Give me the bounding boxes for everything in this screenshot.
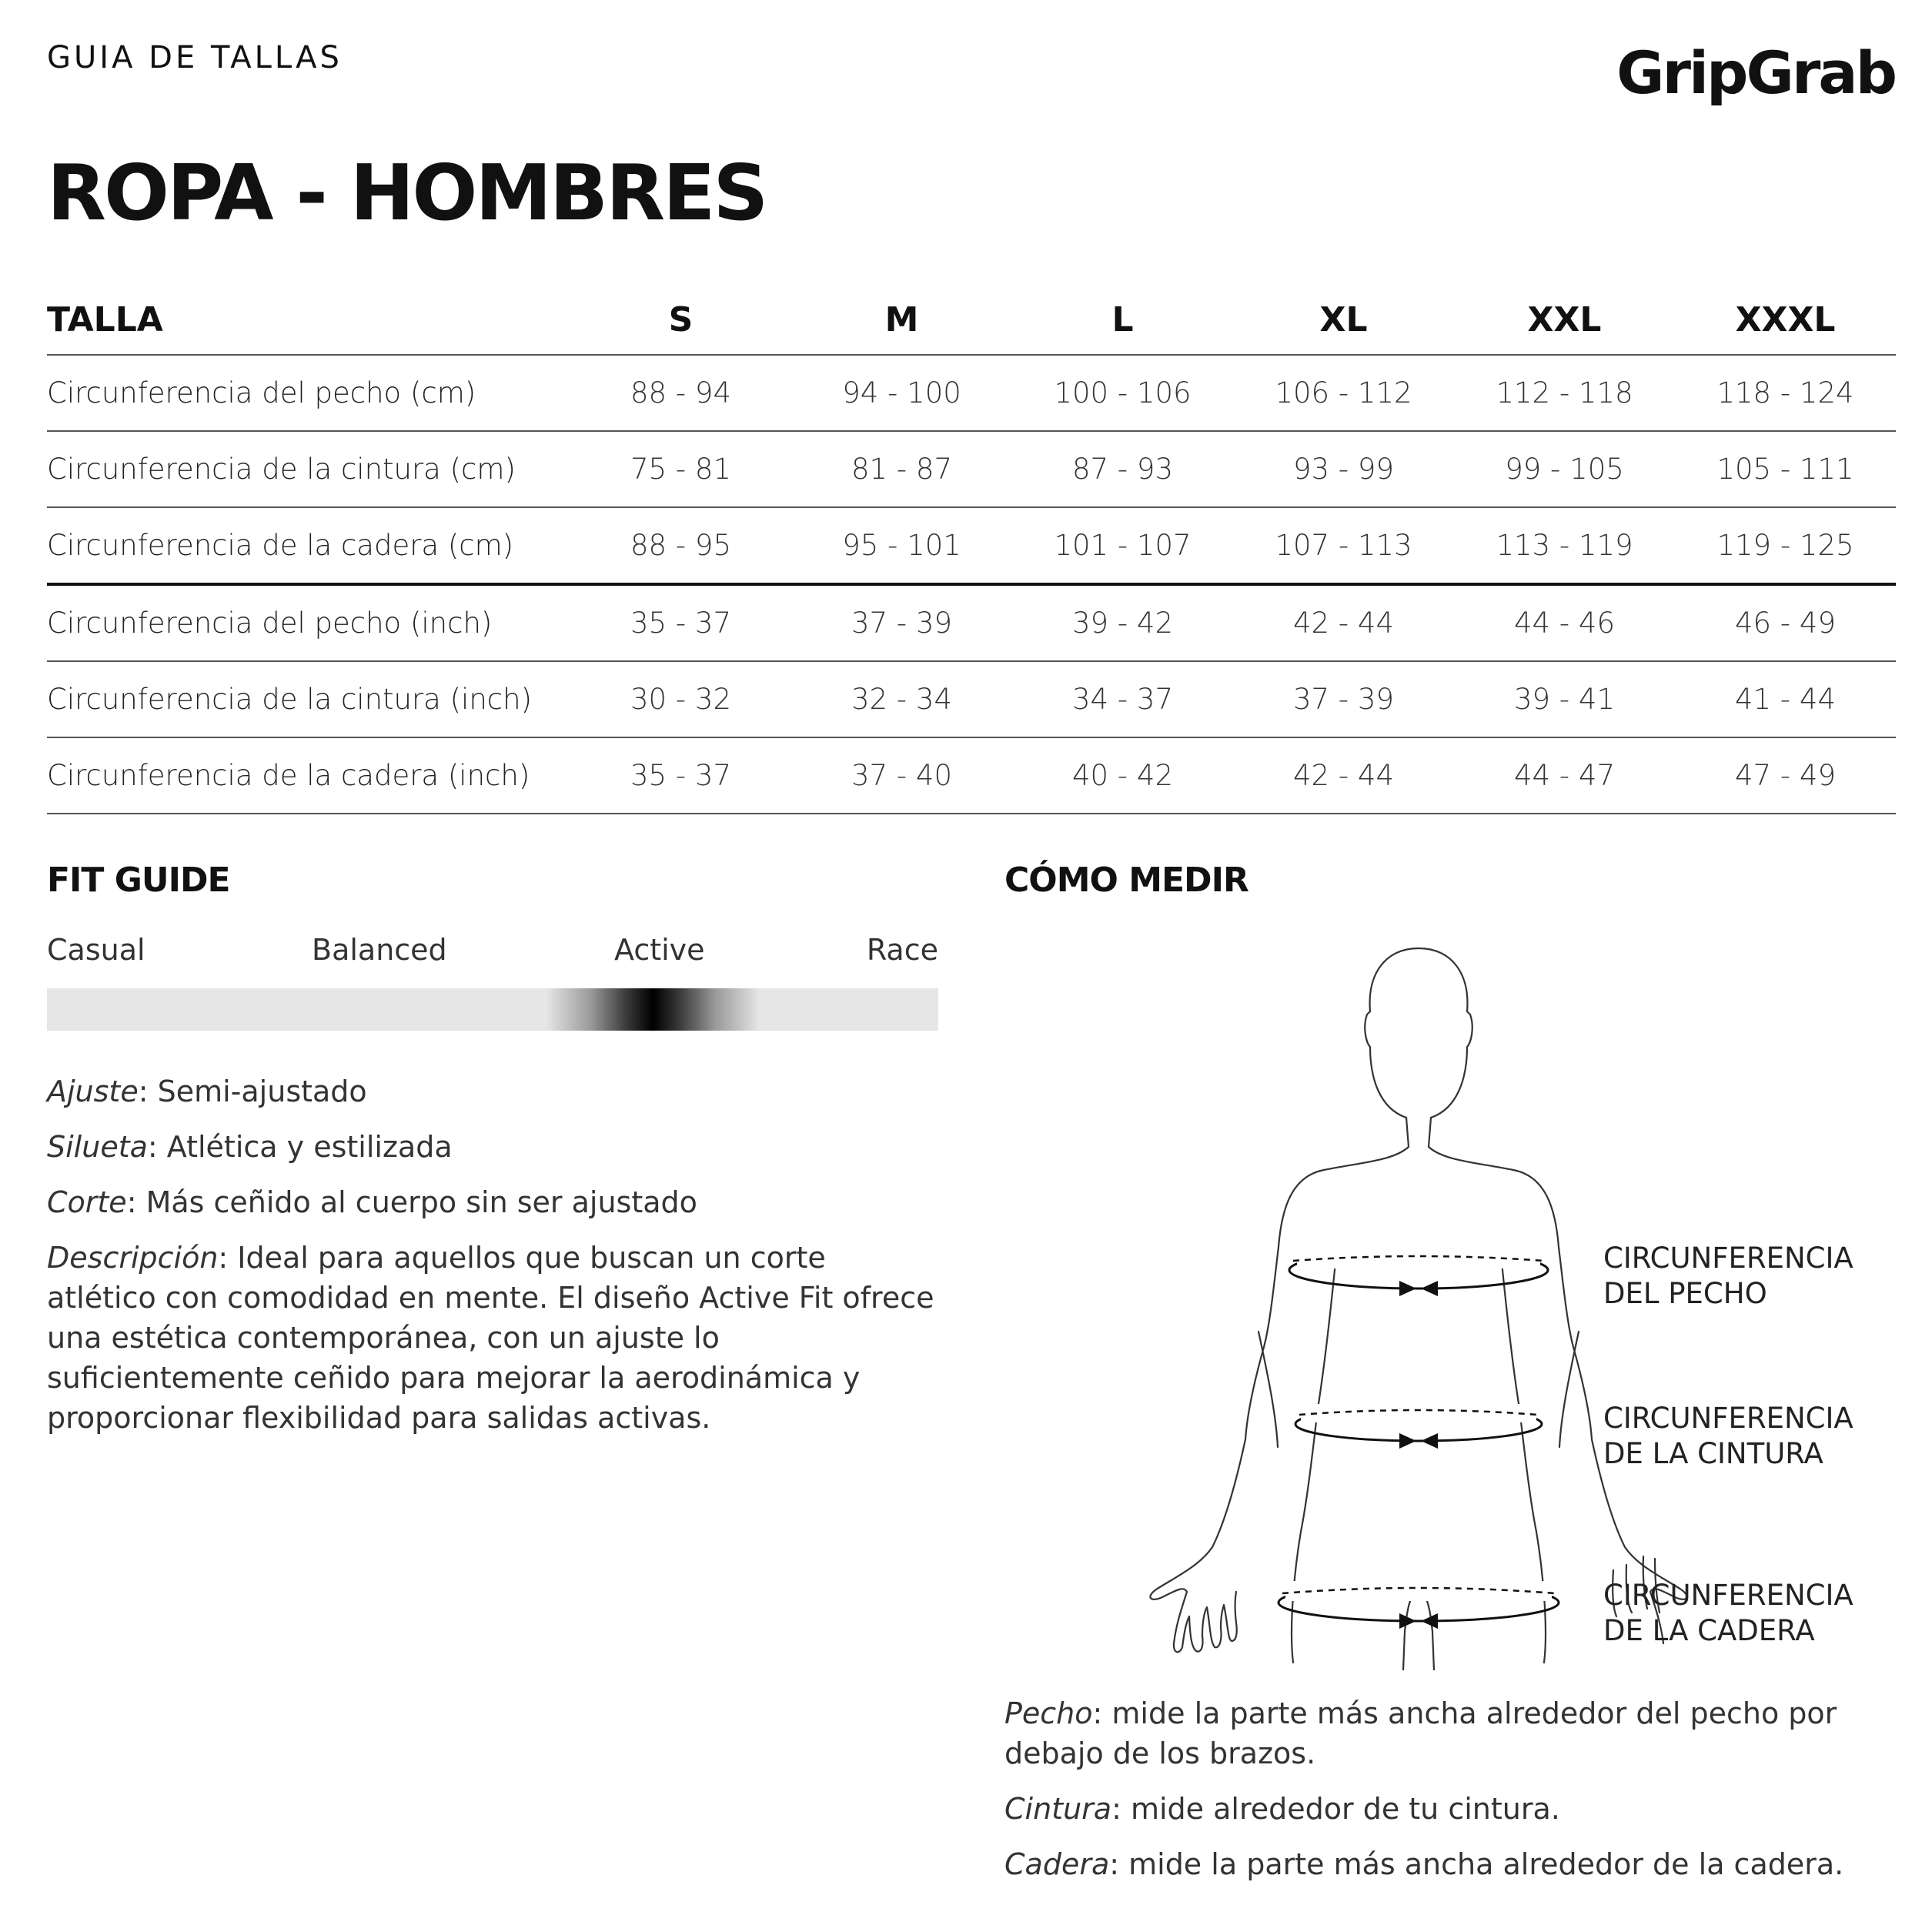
detail-text: : Más ceñido al cuerpo sin ser ajustado [126, 1185, 697, 1219]
chest-measure-label [1603, 1241, 1853, 1312]
table-row [47, 737, 1896, 814]
table-row [47, 584, 1896, 661]
size-header: L [1111, 299, 1134, 339]
table-cell: 37 - 40 [791, 737, 1012, 814]
waist-measure-label [1603, 1401, 1853, 1472]
table-cell: 39 - 42 [1012, 584, 1233, 661]
table-cell: 75 - 81 [570, 431, 791, 507]
table-row [47, 431, 1896, 507]
fit-detail-ajuste [47, 1071, 940, 1111]
table-cell: 95 - 101 [791, 507, 1012, 584]
hip-label-line-2: DE LA CADERA [1603, 1614, 1815, 1647]
table-cell: 119 - 125 [1675, 507, 1896, 584]
row-label: Circunferencia de la cintura (inch) [47, 661, 570, 737]
howto-pecho [1004, 1693, 1913, 1773]
size-header: XXL [1527, 299, 1602, 339]
table-cell: 107 - 113 [1233, 507, 1454, 584]
fit-detail-descripcion [47, 1238, 940, 1438]
table-row [47, 661, 1896, 737]
table-cell: 100 - 106 [1012, 355, 1233, 431]
howto-text: : mide la parte más ancha alrededor de la cadera. [1109, 1847, 1844, 1881]
howto-cadera [1004, 1844, 1913, 1884]
table-cell: 30 - 32 [570, 661, 791, 737]
size-header-label: TALLA [47, 299, 163, 339]
howto-key: Cintura [1004, 1792, 1112, 1826]
fit-guide-title: FIT GUIDE [47, 861, 230, 900]
size-header: XL [1319, 299, 1368, 339]
table-row [47, 355, 1896, 431]
row-label: Circunferencia del pecho (cm) [47, 355, 570, 431]
table-row [47, 507, 1896, 584]
waist-label-line-2: DE LA CINTURA [1603, 1437, 1823, 1470]
how-to-measure-title: CÓMO MEDIR [1004, 861, 1248, 900]
detail-text: : Ideal para aquellos que buscan un corte atlético con comodidad en mente. El diseño Active Fit ofrece una estética contemporánea, con un ajuste lo suficientemente ceñido para mejorar la aerodinámica y proporcionar flexibilidad para salidas activas. [47, 1241, 934, 1435]
detail-text: : Atlética y estilizada [147, 1130, 453, 1164]
fit-scale-active: Active [614, 933, 705, 967]
table-cell: 44 - 46 [1454, 584, 1675, 661]
table-cell: 42 - 44 [1233, 584, 1454, 661]
table-cell: 41 - 44 [1675, 661, 1896, 737]
table-cell: 101 - 107 [1012, 507, 1233, 584]
waist-label-line-1: CIRCUNFERENCIA [1603, 1402, 1853, 1435]
table-cell: 35 - 37 [570, 584, 791, 661]
size-header: XXXL [1735, 299, 1836, 339]
row-label: Circunferencia de la cadera (cm) [47, 507, 570, 584]
table-cell: 39 - 41 [1454, 661, 1675, 737]
size-table [47, 285, 1896, 814]
hip-measure-label [1603, 1578, 1853, 1649]
table-cell: 40 - 42 [1012, 737, 1233, 814]
table-cell: 94 - 100 [791, 355, 1012, 431]
chest-label-line-2: DEL PECHO [1603, 1277, 1767, 1310]
table-cell: 35 - 37 [570, 737, 791, 814]
table-cell: 42 - 44 [1233, 737, 1454, 814]
row-label: Circunferencia de la cadera (inch) [47, 737, 570, 814]
table-cell: 37 - 39 [791, 584, 1012, 661]
brand-logo: GripGrab [1616, 38, 1895, 107]
table-cell: 88 - 95 [570, 507, 791, 584]
howto-cintura [1004, 1789, 1913, 1829]
row-label: Circunferencia de la cintura (cm) [47, 431, 570, 507]
detail-key: Ajuste [47, 1075, 139, 1108]
guide-label: GUIA DE TALLAS [47, 40, 343, 75]
size-header: S [668, 299, 694, 339]
fit-scale-balanced: Balanced [312, 933, 447, 967]
table-cell: 93 - 99 [1233, 431, 1454, 507]
table-cell: 88 - 94 [570, 355, 791, 431]
detail-key: Corte [47, 1185, 127, 1219]
detail-key: Descripción [47, 1241, 219, 1275]
table-cell: 106 - 112 [1233, 355, 1454, 431]
table-cell: 34 - 37 [1012, 661, 1233, 737]
fit-detail-corte [47, 1182, 940, 1222]
size-header: M [884, 299, 919, 339]
table-cell: 112 - 118 [1454, 355, 1675, 431]
howto-key: Cadera [1004, 1847, 1110, 1881]
howto-key: Pecho [1004, 1696, 1093, 1730]
table-cell: 118 - 124 [1675, 355, 1896, 431]
table-cell: 32 - 34 [791, 661, 1012, 737]
table-cell: 47 - 49 [1675, 737, 1896, 814]
chest-label-line-1: CIRCUNFERENCIA [1603, 1242, 1853, 1275]
page-title: ROPA - HOMBRES [47, 148, 767, 238]
fit-scale-race: Race [866, 933, 938, 967]
fit-scale-casual: Casual [47, 933, 145, 967]
table-cell: 105 - 111 [1675, 431, 1896, 507]
table-cell: 81 - 87 [791, 431, 1012, 507]
table-cell: 87 - 93 [1012, 431, 1233, 507]
table-cell: 99 - 105 [1454, 431, 1675, 507]
hip-label-line-1: CIRCUNFERENCIA [1603, 1579, 1853, 1612]
table-cell: 37 - 39 [1233, 661, 1454, 737]
row-label: Circunferencia del pecho (inch) [47, 584, 570, 661]
fit-scale-bar [47, 988, 938, 1031]
howto-text: : mide alrededor de tu cintura. [1111, 1792, 1560, 1826]
howto-text: : mide la parte más ancha alrededor del pecho por debajo de los brazos. [1004, 1696, 1837, 1770]
fit-detail-silueta [47, 1127, 940, 1167]
detail-key: Silueta [47, 1130, 148, 1164]
table-cell: 113 - 119 [1454, 507, 1675, 584]
detail-text: : Semi-ajustado [138, 1075, 367, 1108]
table-cell: 44 - 47 [1454, 737, 1675, 814]
size-header-row [47, 285, 1896, 355]
table-cell: 46 - 49 [1675, 584, 1896, 661]
